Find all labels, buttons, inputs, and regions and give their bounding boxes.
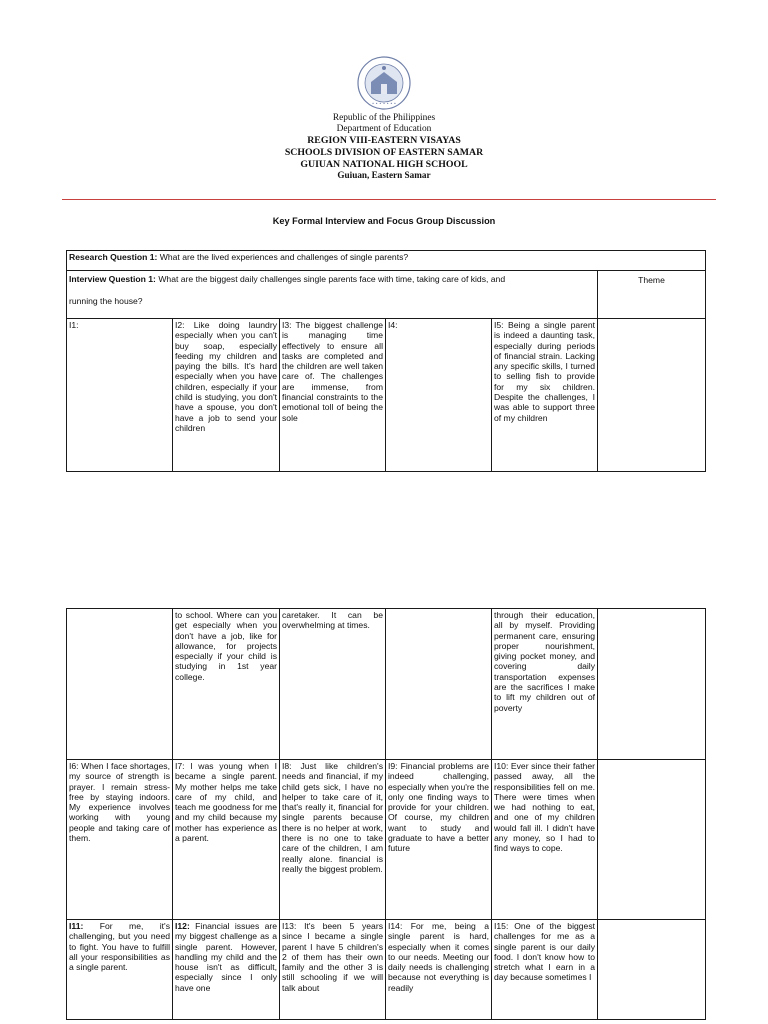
interview-question-text-2: running the house? xyxy=(69,296,143,306)
svg-text:• • • • • • •: • • • • • • • xyxy=(371,101,397,106)
response-i12-label: I12: xyxy=(175,921,190,931)
response-i8: I8: Just like children's needs and financial, if my child gets sick, I have no helper to take care of it, that's really it, financial for single parents because there is no helper at work, there is no one to take care of the children, I am really alone. financial is really the biggest problem. xyxy=(280,760,386,920)
theme-cell xyxy=(598,319,706,472)
letterhead-division: SCHOOLS DIVISION OF EASTERN SAMAR xyxy=(284,147,484,158)
continuation-i3: caretaker. It can be overwhelming at times. xyxy=(280,609,386,760)
interview-question-text-1: What are the biggest daily challenges single parents face with time, taking care of kids, and xyxy=(158,274,506,284)
response-i7: I7: I was young when I became a single parent. My mother helps me take care of my child, and teach me goodness for me and my child because my mother has experience as a parent. xyxy=(173,760,280,920)
response-i10: I10: Ever since their father passed away, all the responsibilities fell on me. There were times when we had nothing to eat, and one of my children would fall ill. I didn't have any money, so I had to find ways to cope. xyxy=(492,760,598,920)
response-i13: I13: It's been 5 years since I became a single parent I have 5 children's 2 of them has their own family and the other 3 is still schooling if we will talk about xyxy=(280,920,386,1020)
interview-table-page2 xyxy=(66,608,706,1020)
research-question-text: What are the lived experiences and challenges of single parents? xyxy=(159,252,409,262)
response-i11-text: For me, it's challenging, but you need to fight. You have to fulfill all your responsibilities as a single parent. xyxy=(69,921,170,973)
response-i14: I14: For me, being a single parent is hard, especially when it comes to our needs. Meeting our daily needs is challenging because not everything is readily xyxy=(386,920,492,1020)
page-break-gap xyxy=(0,474,768,608)
letterhead-region: REGION VIII-EASTERN VISAYAS xyxy=(307,135,461,146)
letterhead-address: Guiuan, Eastern Samar xyxy=(337,170,431,180)
response-i15: I15: One of the biggest challenges for me as a single parent is our daily food. I don't know how to stretch what I earn in a day because sometimes I xyxy=(492,920,598,1020)
research-question-cell xyxy=(67,251,706,271)
continuation-i5: through their education, all by myself. Providing permanent care, ensuring proper nourishment, giving pocket money, and covering daily transportation expenses are the sacrifices I make to lift my children out of poverty xyxy=(492,609,598,760)
continuation-i4 xyxy=(386,609,492,760)
header-divider xyxy=(62,199,716,200)
response-i2: I2: Like doing laundry especially when you can't buy soap, especially feeding my children and paying the bills. It's hard especially when you have children, especially if your child is studying, you don't have a spouse, you don't have a job to send your children xyxy=(173,319,280,472)
response-i9: I9: Financial problems are indeed challenging, especially when you're the only one finding ways to provide for your children. Of course, my children want to study and graduate to have a better future xyxy=(386,760,492,920)
continuation-i1 xyxy=(67,609,173,760)
theme-header: Theme xyxy=(598,271,706,319)
letterhead-school: GUIUAN NATIONAL HIGH SCHOOL xyxy=(300,159,468,170)
response-i11-label: I11: xyxy=(69,921,84,931)
response-i4: I4: xyxy=(386,319,492,472)
response-i3: I3: The biggest challenge is managing time effectively to ensure all tasks are completed and the children are well taken care of. The challenges are immense, from financial constraints to the emotional toll of being the sole xyxy=(280,319,386,472)
response-i1: I1: xyxy=(67,319,173,472)
theme-cell xyxy=(598,760,706,920)
response-i6: I6: When I face shortages, my source of strength is prayer. I remain stress-free by staying indoors. My experience involves working with young people and taking care of them. xyxy=(67,760,173,920)
response-i12-text: Financial issues are my biggest challenge as a single parent. However, handling my child and the house isn't as difficult, especially since I only have one xyxy=(175,921,277,993)
response-i12 xyxy=(173,920,280,1020)
theme-cell xyxy=(598,609,706,760)
interview-table-page1 xyxy=(66,250,706,472)
theme-cell xyxy=(598,920,706,1020)
letterhead-republic: Republic of the Philippines xyxy=(332,113,436,123)
interview-question-label: Interview Question 1: xyxy=(69,274,156,284)
interview-question-cell xyxy=(67,271,598,319)
letterhead-department: Department of Education xyxy=(336,124,432,134)
response-i11 xyxy=(67,920,173,1020)
deped-seal-logo xyxy=(357,56,411,110)
response-i5: I5: Being a single parent is indeed a daunting task, especially during periods of financial strain. Lacking any specific skills, I turned to selling fish to provide for my six children. Despite the challenges, I was able to support three of my children xyxy=(492,319,598,472)
document-title: Key Formal Interview and Focus Group Discussion xyxy=(272,216,496,226)
research-question-label: Research Question 1: xyxy=(69,252,158,262)
continuation-i2: to school. Where can you get especially when you don't have a job, like for allowance, for projects especially if your child is studying in 1st year college. xyxy=(173,609,280,760)
